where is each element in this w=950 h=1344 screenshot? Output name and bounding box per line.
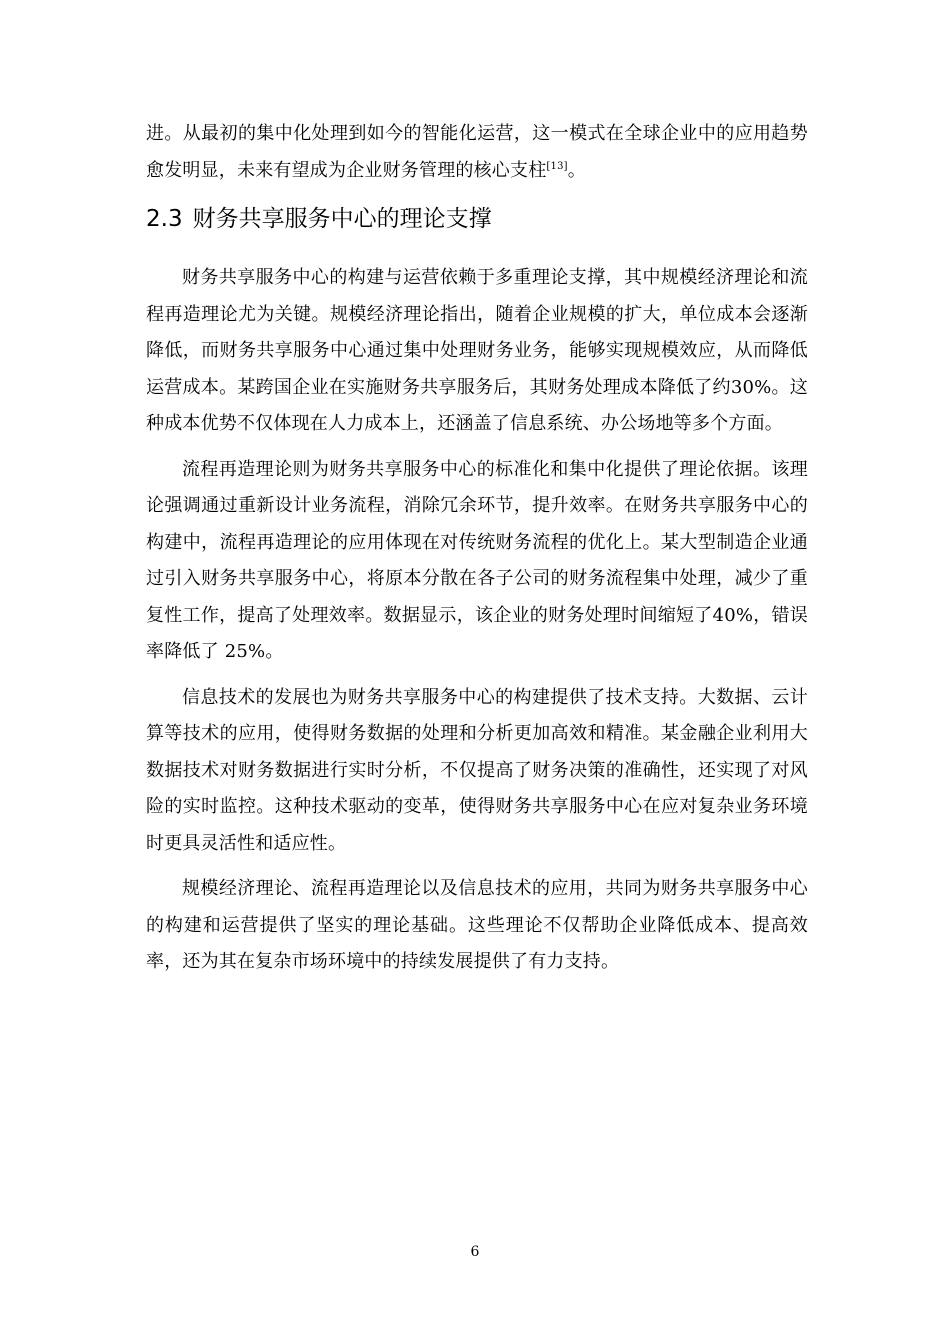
section-body: [146, 260, 808, 990]
section-heading: [146, 196, 492, 242]
section-number: 2.3: [146, 206, 183, 232]
citation-reference: [13]: [546, 160, 568, 172]
continued-paragraph-text: 进。从最初的集中化处理到如今的智能化运营，这一模式在全球企业中的应用趋势愈发明显，未来有望成为企业财务管理的核心支柱: [146, 123, 808, 181]
continued-paragraph: [146, 116, 808, 189]
page-number: 6: [470, 1244, 480, 1260]
paragraph-economies-of-scale: 财务共享服务中心的构建与运营依赖于多重理论支撑，其中规模经济理论和流程再造理论尤为关键。规模经济理论指出，随着企业规模的扩大，单位成本会逐渐降低，而财务共享服务中心通过集中处理财务业务，能够实现规模效应，从而降低运营成本。某跨国企业在实施财务共享服务后，其财务处理成本降低了约30%。这种成本优势不仅体现在人力成本上，还涵盖了信息系统、办公场地等多个方面。: [146, 267, 808, 434]
paragraph-information-technology: 信息技术的发展也为财务共享服务中心的构建提供了技术支持。大数据、云计算等技术的应用，使得财务数据的处理和分析更加高效和精准。某金融企业利用大数据技术对财务数据进行实时分析，不仅提高了财务决策的准确性，还实现了对风险的实时监控。这种技术驱动的变革，使得财务共享服务中心在应对复杂业务环境时更具灵活性和适应性。: [146, 686, 808, 854]
section-title: 财务共享服务中心的理论支撑: [192, 206, 492, 232]
paragraph-process-reengineering: 流程再造理论则为财务共享服务中心的标准化和集中化提供了理论依据。该理论强调通过重新设计业务流程，消除冗余环节，提升效率。在财务共享服务中心的构建中，流程再造理论的应用体现在对传统财务流程的优化上。某大型制造企业通过引入财务共享服务中心，将原本分散在各子公司的财务流程集中处理，减少了重复性工作，提高了处理效率。数据显示，该企业的财务处理时间缩短了40%，错误率降低了 25%。: [146, 458, 808, 662]
continued-paragraph-end: 。: [567, 159, 586, 181]
paragraph-summary: 规模经济理论、流程再造理论以及信息技术的应用，共同为财务共享服务中心的构建和运营提供了坚实的理论基础。这些理论不仅帮助企业降低成本、提高效率，还为其在复杂市场环境中的持续发展提供了有力支持。: [146, 878, 808, 972]
